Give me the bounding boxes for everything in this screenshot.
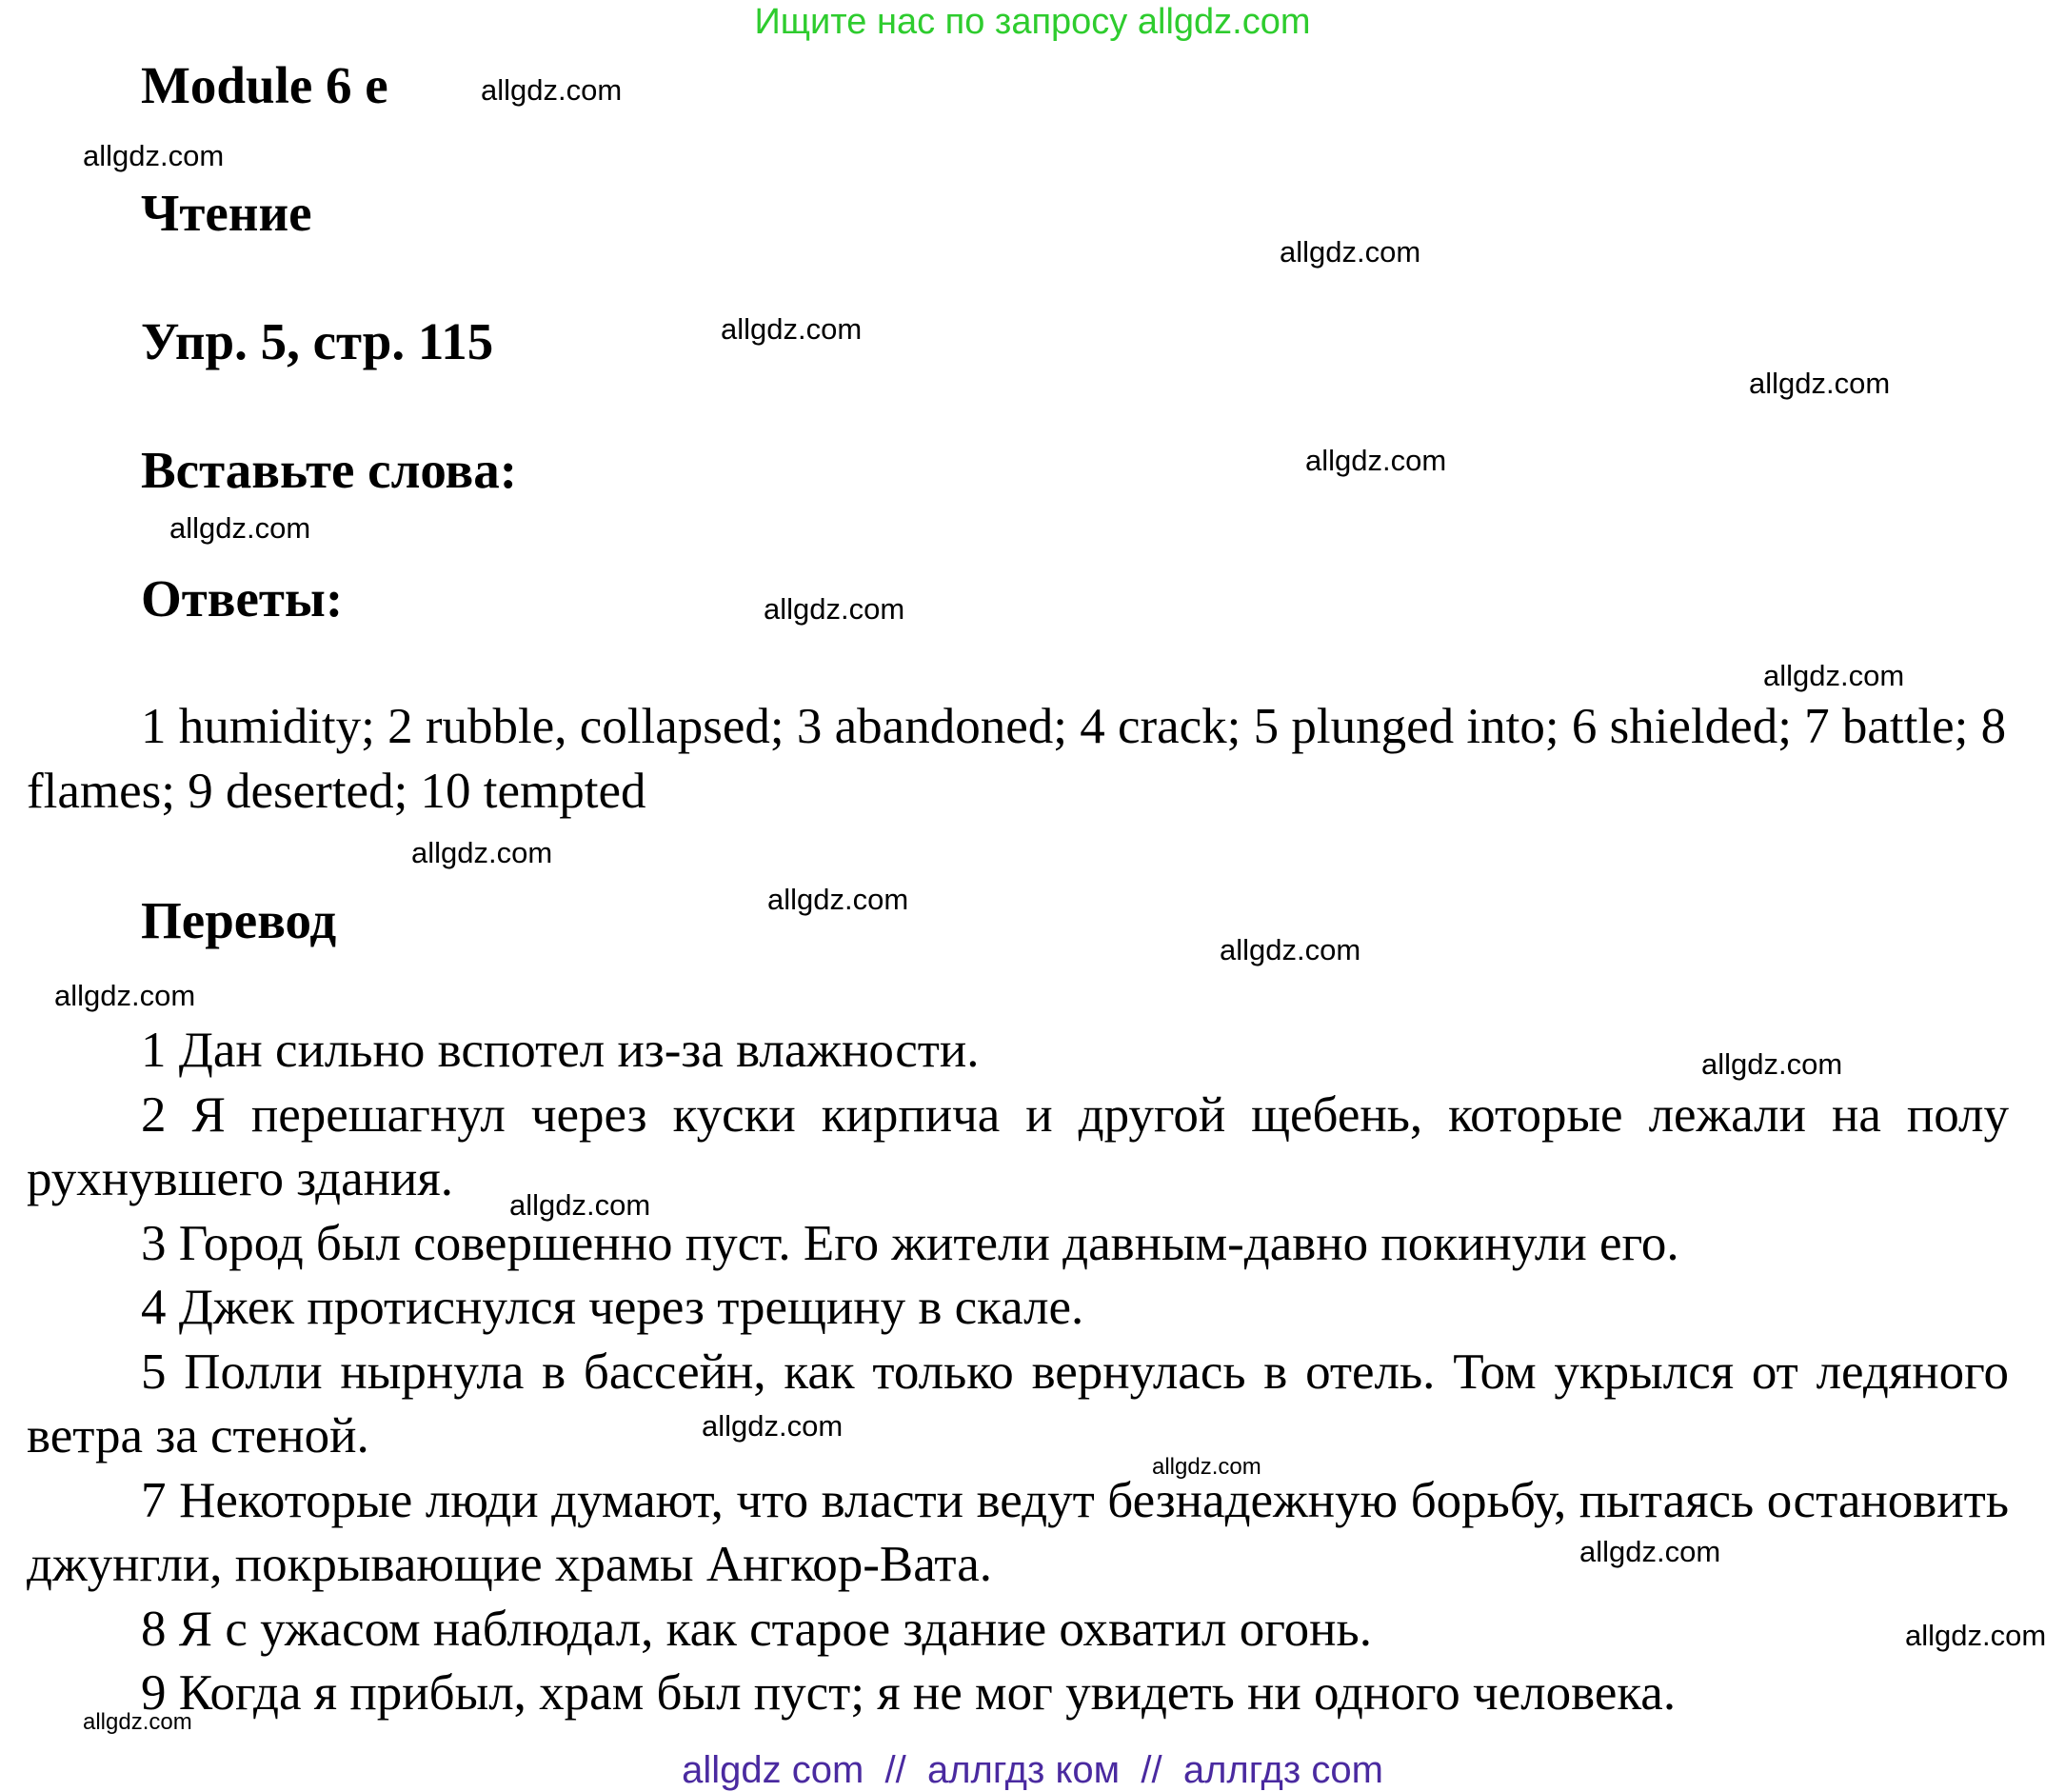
watermark: allgdz.com [1749, 367, 1891, 400]
top-banner: Ищите нас по запросу allgdz.com [754, 2, 1311, 42]
watermark: allgdz.com [83, 139, 225, 172]
translation-item: 2 Я перешагнул через куски кирпича и другой щебень, которые лежали на полу рухнувшего здания. [27, 1086, 2009, 1206]
watermark: allgdz.com [83, 1709, 192, 1735]
translation-list [27, 1019, 2009, 1726]
watermark: allgdz.com [1305, 444, 1447, 477]
watermark: allgdz.com [1579, 1535, 1721, 1568]
watermark: allgdz.com [509, 1188, 651, 1222]
watermark: allgdz.com [767, 883, 909, 916]
task-heading: Вставьте слова: [141, 441, 518, 499]
translation-item: 3 Город был совершенно пуст. Его жители давным-давно покинули его. [141, 1215, 1679, 1271]
watermark: allgdz.com [1220, 933, 1361, 966]
watermark: allgdz.com [411, 836, 553, 869]
watermark: allgdz.com [702, 1409, 844, 1443]
translation-heading: Перевод [141, 891, 337, 949]
watermark: allgdz.com [764, 592, 905, 626]
watermark: allgdz.com [1905, 1619, 2047, 1652]
translation-item: 4 Джек протиснулся через трещину в скале. [141, 1280, 1084, 1335]
answers-text: 1 humidity; 2 rubble, collapsed; 3 abandoned; 4 crack; 5 plunged into; 6 shielded; 7 battle; 8 flames; 9 deserted; 10 tempted [27, 699, 2007, 819]
answers-block [27, 695, 2009, 824]
watermark: allgdz.com [481, 73, 623, 107]
translation-item: 7 Некоторые люди думают, что власти ведут безнадежную борьбу, пытаясь остановить джунгли, покрывающие храмы Ангкор-Вата. [27, 1472, 2009, 1592]
answers-heading: Ответы: [141, 569, 344, 627]
watermark: allgdz.com [721, 312, 863, 346]
watermark: allgdz.com [1763, 659, 1905, 692]
section-reading-heading: Чтение [141, 184, 312, 242]
watermark: allgdz.com [169, 511, 311, 545]
translation-item: 8 Я с ужасом наблюдал, как старое здание охватил огонь. [141, 1601, 1372, 1657]
exercise-heading: Упр. 5, стр. 115 [141, 312, 494, 370]
translation-item: 9 Когда я прибыл, храм был пуст; я не мог увидеть ни одного человека. [141, 1665, 1677, 1721]
footer-links: allgdz com // аллгдз ком // аллгдз com [682, 1749, 1383, 1791]
translation-item: 1 Дан сильно вспотел из-за влажности. [141, 1023, 980, 1078]
watermark: allgdz.com [54, 979, 196, 1012]
translation-item: 5 Полли нырнула в бассейн, как только вернулась в отель. Том укрылся от ледяного ветра за стеной. [27, 1344, 2009, 1463]
watermark: allgdz.com [1152, 1454, 1261, 1480]
watermark: allgdz.com [1280, 235, 1421, 269]
watermark: allgdz.com [1701, 1047, 1843, 1081]
module-title: Module 6 e [141, 56, 388, 114]
